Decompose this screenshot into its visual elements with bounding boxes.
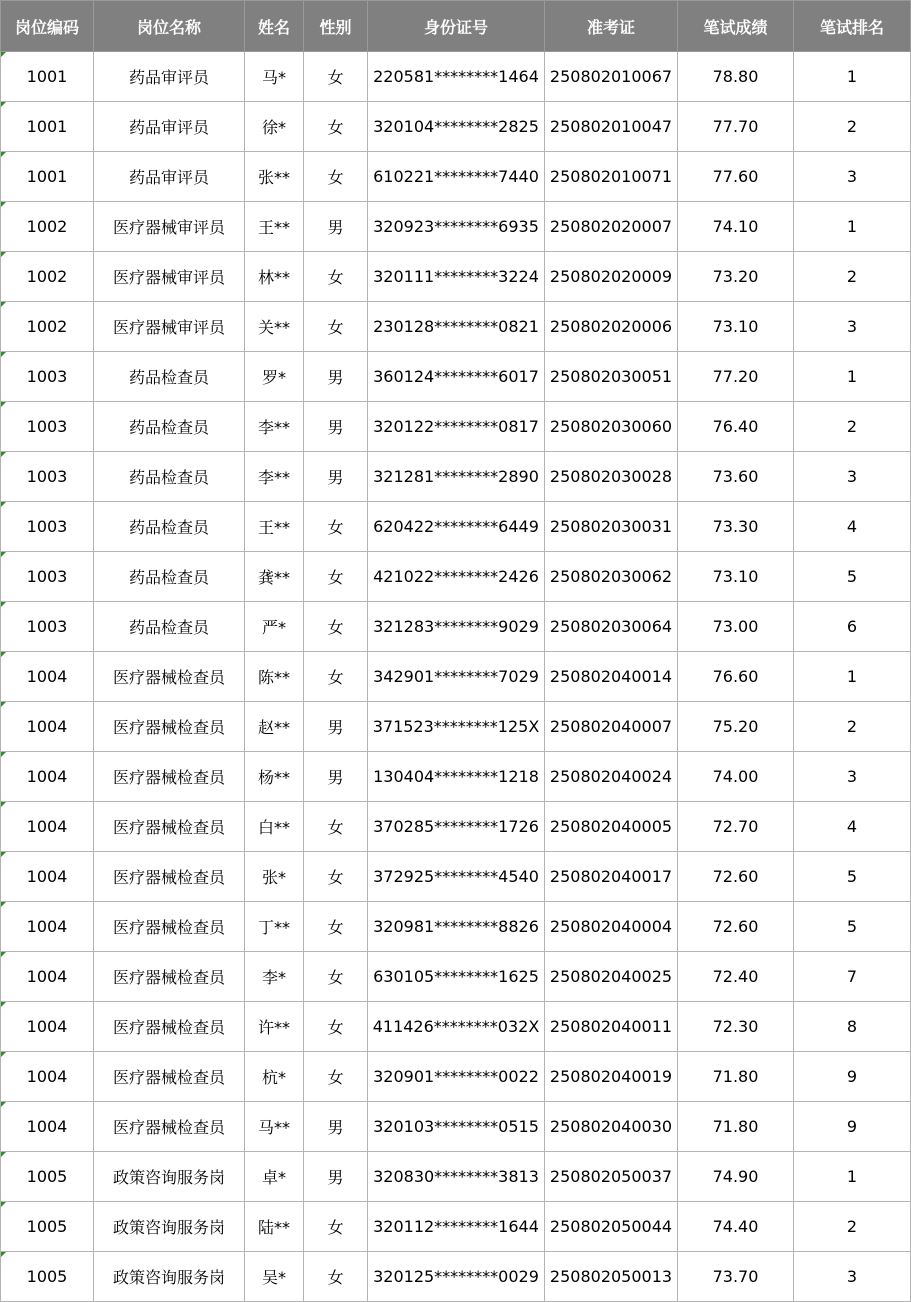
table-row xyxy=(1,552,911,602)
cell-exam-ticket: 250802040025 xyxy=(545,952,678,1002)
table-row xyxy=(1,1202,911,1252)
cell-exam-ticket: 250802050013 xyxy=(545,1252,678,1302)
cell-id-number: 220581********1464 xyxy=(368,52,545,102)
table-row xyxy=(1,752,911,802)
cell-name: 白** xyxy=(245,802,304,852)
cell-rank: 2 xyxy=(794,102,911,152)
table-row xyxy=(1,802,911,852)
header-cell-gender: 性别 xyxy=(304,1,368,52)
cell-rank: 6 xyxy=(794,602,911,652)
cell-gender: 女 xyxy=(304,102,368,152)
cell-exam-ticket: 250802050044 xyxy=(545,1202,678,1252)
table-row xyxy=(1,702,911,752)
cell-position-code: 1004 xyxy=(1,852,94,902)
cell-position-name: 药品检查员 xyxy=(94,602,245,652)
cell-score: 71.80 xyxy=(678,1102,794,1152)
cell-rank: 3 xyxy=(794,452,911,502)
cell-rank: 7 xyxy=(794,952,911,1002)
cell-exam-ticket: 250802040005 xyxy=(545,802,678,852)
cell-position-name: 医疗器械检查员 xyxy=(94,952,245,1002)
cell-score: 72.30 xyxy=(678,1002,794,1052)
cell-name: 许** xyxy=(245,1002,304,1052)
cell-position-code: 1004 xyxy=(1,702,94,752)
table-row xyxy=(1,102,911,152)
cell-name: 吴* xyxy=(245,1252,304,1302)
cell-name: 杨** xyxy=(245,752,304,802)
cell-gender: 女 xyxy=(304,302,368,352)
cell-gender: 女 xyxy=(304,1002,368,1052)
table-row xyxy=(1,252,911,302)
cell-rank: 2 xyxy=(794,1202,911,1252)
cell-gender: 女 xyxy=(304,1202,368,1252)
cell-position-code: 1002 xyxy=(1,202,94,252)
table-row xyxy=(1,1152,911,1202)
cell-exam-ticket: 250802030062 xyxy=(545,552,678,602)
table-row xyxy=(1,1252,911,1302)
cell-rank: 2 xyxy=(794,702,911,752)
cell-position-name: 药品检查员 xyxy=(94,352,245,402)
cell-name: 卓* xyxy=(245,1152,304,1202)
cell-score: 77.20 xyxy=(678,352,794,402)
cell-score: 73.10 xyxy=(678,302,794,352)
cell-id-number: 620422********6449 xyxy=(368,502,545,552)
cell-gender: 女 xyxy=(304,852,368,902)
cell-exam-ticket: 250802040011 xyxy=(545,1002,678,1052)
cell-position-name: 医疗器械检查员 xyxy=(94,852,245,902)
cell-exam-ticket: 250802050037 xyxy=(545,1152,678,1202)
cell-name: 王** xyxy=(245,202,304,252)
cell-id-number: 321281********2890 xyxy=(368,452,545,502)
table-row xyxy=(1,602,911,652)
cell-gender: 男 xyxy=(304,202,368,252)
cell-name: 龚** xyxy=(245,552,304,602)
cell-rank: 1 xyxy=(794,1152,911,1202)
cell-position-code: 1004 xyxy=(1,1002,94,1052)
cell-gender: 男 xyxy=(304,452,368,502)
cell-score: 77.70 xyxy=(678,102,794,152)
cell-position-name: 医疗器械检查员 xyxy=(94,1052,245,1102)
cell-gender: 女 xyxy=(304,1252,368,1302)
header-cell-position-code: 岗位编码 xyxy=(1,1,94,52)
cell-name: 张* xyxy=(245,852,304,902)
cell-gender: 男 xyxy=(304,1102,368,1152)
header-cell-rank: 笔试排名 xyxy=(794,1,911,52)
cell-rank: 5 xyxy=(794,852,911,902)
cell-name: 王** xyxy=(245,502,304,552)
cell-score: 74.40 xyxy=(678,1202,794,1252)
cell-score: 77.60 xyxy=(678,152,794,202)
cell-score: 78.80 xyxy=(678,52,794,102)
cell-gender: 男 xyxy=(304,702,368,752)
cell-rank: 1 xyxy=(794,52,911,102)
cell-id-number: 320104********2825 xyxy=(368,102,545,152)
table-body xyxy=(1,52,911,1302)
table-row xyxy=(1,202,911,252)
cell-position-code: 1005 xyxy=(1,1152,94,1202)
cell-name: 马** xyxy=(245,1102,304,1152)
cell-id-number: 320981********8826 xyxy=(368,902,545,952)
cell-name: 赵** xyxy=(245,702,304,752)
cell-position-code: 1003 xyxy=(1,452,94,502)
cell-gender: 男 xyxy=(304,402,368,452)
cell-id-number: 610221********7440 xyxy=(368,152,545,202)
table-row xyxy=(1,452,911,502)
table-row xyxy=(1,52,911,102)
cell-position-code: 1003 xyxy=(1,552,94,602)
cell-gender: 女 xyxy=(304,602,368,652)
cell-exam-ticket: 250802040030 xyxy=(545,1102,678,1152)
cell-gender: 女 xyxy=(304,502,368,552)
cell-exam-ticket: 250802030060 xyxy=(545,402,678,452)
cell-exam-ticket: 250802030051 xyxy=(545,352,678,402)
cell-rank: 2 xyxy=(794,252,911,302)
cell-id-number: 320125********0029 xyxy=(368,1252,545,1302)
cell-score: 72.60 xyxy=(678,852,794,902)
cell-position-code: 1004 xyxy=(1,1052,94,1102)
cell-rank: 9 xyxy=(794,1102,911,1152)
cell-rank: 5 xyxy=(794,902,911,952)
cell-score: 71.80 xyxy=(678,1052,794,1102)
cell-position-name: 药品检查员 xyxy=(94,502,245,552)
cell-name: 陆** xyxy=(245,1202,304,1252)
cell-id-number: 371523********125X xyxy=(368,702,545,752)
cell-name: 张** xyxy=(245,152,304,202)
header-cell-score: 笔试成绩 xyxy=(678,1,794,52)
cell-gender: 男 xyxy=(304,752,368,802)
cell-score: 74.90 xyxy=(678,1152,794,1202)
cell-rank: 2 xyxy=(794,402,911,452)
table-row xyxy=(1,952,911,1002)
cell-position-name: 政策咨询服务岗 xyxy=(94,1152,245,1202)
cell-rank: 1 xyxy=(794,352,911,402)
cell-id-number: 321283********9029 xyxy=(368,602,545,652)
cell-id-number: 421022********2426 xyxy=(368,552,545,602)
cell-score: 73.20 xyxy=(678,252,794,302)
cell-position-name: 政策咨询服务岗 xyxy=(94,1252,245,1302)
cell-exam-ticket: 250802040017 xyxy=(545,852,678,902)
cell-position-name: 医疗器械审评员 xyxy=(94,252,245,302)
cell-rank: 8 xyxy=(794,1002,911,1052)
cell-position-name: 医疗器械检查员 xyxy=(94,1102,245,1152)
cell-score: 73.60 xyxy=(678,452,794,502)
cell-position-name: 医疗器械检查员 xyxy=(94,702,245,752)
cell-rank: 3 xyxy=(794,752,911,802)
cell-exam-ticket: 250802040019 xyxy=(545,1052,678,1102)
cell-position-name: 医疗器械检查员 xyxy=(94,1002,245,1052)
cell-name: 丁** xyxy=(245,902,304,952)
cell-rank: 4 xyxy=(794,502,911,552)
table-row xyxy=(1,1102,911,1152)
cell-position-code: 1002 xyxy=(1,252,94,302)
cell-id-number: 411426********032X xyxy=(368,1002,545,1052)
cell-exam-ticket: 250802030064 xyxy=(545,602,678,652)
cell-rank: 3 xyxy=(794,302,911,352)
cell-exam-ticket: 250802010047 xyxy=(545,102,678,152)
cell-rank: 1 xyxy=(794,652,911,702)
cell-position-name: 政策咨询服务岗 xyxy=(94,1202,245,1252)
cell-position-name: 药品检查员 xyxy=(94,452,245,502)
cell-exam-ticket: 250802030031 xyxy=(545,502,678,552)
cell-rank: 5 xyxy=(794,552,911,602)
cell-position-code: 1004 xyxy=(1,802,94,852)
cell-id-number: 320112********1644 xyxy=(368,1202,545,1252)
table-row xyxy=(1,1002,911,1052)
cell-position-name: 药品审评员 xyxy=(94,102,245,152)
cell-exam-ticket: 250802020009 xyxy=(545,252,678,302)
cell-exam-ticket: 250802040007 xyxy=(545,702,678,752)
cell-id-number: 372925********4540 xyxy=(368,852,545,902)
cell-id-number: 320901********0022 xyxy=(368,1052,545,1102)
cell-gender: 女 xyxy=(304,52,368,102)
header-cell-exam-ticket: 准考证 xyxy=(545,1,678,52)
cell-position-code: 1004 xyxy=(1,902,94,952)
cell-name: 陈** xyxy=(245,652,304,702)
cell-position-code: 1004 xyxy=(1,652,94,702)
cell-position-name: 医疗器械检查员 xyxy=(94,752,245,802)
header-cell-id-number: 身份证号 xyxy=(368,1,545,52)
cell-score: 73.70 xyxy=(678,1252,794,1302)
cell-id-number: 230128********0821 xyxy=(368,302,545,352)
cell-name: 马* xyxy=(245,52,304,102)
cell-id-number: 360124********6017 xyxy=(368,352,545,402)
cell-rank: 1 xyxy=(794,202,911,252)
cell-position-name: 医疗器械检查员 xyxy=(94,652,245,702)
cell-position-name: 医疗器械检查员 xyxy=(94,902,245,952)
cell-name: 林** xyxy=(245,252,304,302)
cell-position-code: 1003 xyxy=(1,402,94,452)
table-row xyxy=(1,352,911,402)
cell-gender: 女 xyxy=(304,1052,368,1102)
cell-id-number: 320830********3813 xyxy=(368,1152,545,1202)
cell-id-number: 630105********1625 xyxy=(368,952,545,1002)
cell-position-code: 1001 xyxy=(1,52,94,102)
cell-id-number: 370285********1726 xyxy=(368,802,545,852)
cell-position-code: 1003 xyxy=(1,502,94,552)
cell-rank: 9 xyxy=(794,1052,911,1102)
cell-id-number: 320923********6935 xyxy=(368,202,545,252)
cell-position-code: 1001 xyxy=(1,102,94,152)
table-row xyxy=(1,302,911,352)
cell-score: 76.40 xyxy=(678,402,794,452)
cell-position-code: 1005 xyxy=(1,1252,94,1302)
header-cell-position-name: 岗位名称 xyxy=(94,1,245,52)
cell-rank: 3 xyxy=(794,1252,911,1302)
cell-id-number: 320103********0515 xyxy=(368,1102,545,1152)
table-row xyxy=(1,152,911,202)
cell-id-number: 342901********7029 xyxy=(368,652,545,702)
cell-name: 李** xyxy=(245,452,304,502)
cell-position-code: 1005 xyxy=(1,1202,94,1252)
table-row xyxy=(1,502,911,552)
cell-gender: 男 xyxy=(304,352,368,402)
table-row xyxy=(1,402,911,452)
cell-name: 李** xyxy=(245,402,304,452)
cell-score: 72.70 xyxy=(678,802,794,852)
cell-exam-ticket: 250802020006 xyxy=(545,302,678,352)
cell-score: 72.40 xyxy=(678,952,794,1002)
table-row xyxy=(1,902,911,952)
header-cell-name: 姓名 xyxy=(245,1,304,52)
cell-position-code: 1004 xyxy=(1,952,94,1002)
cell-gender: 女 xyxy=(304,252,368,302)
cell-score: 72.60 xyxy=(678,902,794,952)
table-row xyxy=(1,652,911,702)
cell-position-name: 药品检查员 xyxy=(94,402,245,452)
cell-exam-ticket: 250802040014 xyxy=(545,652,678,702)
cell-gender: 女 xyxy=(304,902,368,952)
cell-gender: 男 xyxy=(304,1152,368,1202)
cell-exam-ticket: 250802040024 xyxy=(545,752,678,802)
table-row xyxy=(1,852,911,902)
cell-gender: 女 xyxy=(304,152,368,202)
cell-score: 76.60 xyxy=(678,652,794,702)
cell-id-number: 320111********3224 xyxy=(368,252,545,302)
cell-score: 73.10 xyxy=(678,552,794,602)
cell-gender: 女 xyxy=(304,802,368,852)
cell-score: 75.20 xyxy=(678,702,794,752)
cell-score: 74.00 xyxy=(678,752,794,802)
cell-position-code: 1003 xyxy=(1,602,94,652)
cell-exam-ticket: 250802010067 xyxy=(545,52,678,102)
cell-exam-ticket: 250802030028 xyxy=(545,452,678,502)
cell-gender: 女 xyxy=(304,552,368,602)
cell-position-code: 1001 xyxy=(1,152,94,202)
cell-position-name: 药品检查员 xyxy=(94,552,245,602)
cell-name: 关** xyxy=(245,302,304,352)
cell-position-code: 1004 xyxy=(1,1102,94,1152)
cell-gender: 女 xyxy=(304,652,368,702)
cell-position-name: 医疗器械检查员 xyxy=(94,802,245,852)
cell-exam-ticket: 250802020007 xyxy=(545,202,678,252)
cell-name: 严* xyxy=(245,602,304,652)
cell-position-name: 药品审评员 xyxy=(94,152,245,202)
cell-position-name: 医疗器械审评员 xyxy=(94,202,245,252)
cell-position-name: 药品审评员 xyxy=(94,52,245,102)
cell-name: 徐* xyxy=(245,102,304,152)
table-row xyxy=(1,1052,911,1102)
cell-id-number: 130404********1218 xyxy=(368,752,545,802)
cell-name: 罗* xyxy=(245,352,304,402)
cell-id-number: 320122********0817 xyxy=(368,402,545,452)
cell-position-code: 1003 xyxy=(1,352,94,402)
cell-exam-ticket: 250802010071 xyxy=(545,152,678,202)
cell-position-name: 医疗器械审评员 xyxy=(94,302,245,352)
cell-score: 74.10 xyxy=(678,202,794,252)
cell-rank: 4 xyxy=(794,802,911,852)
cell-score: 73.30 xyxy=(678,502,794,552)
cell-name: 杭* xyxy=(245,1052,304,1102)
cell-score: 73.00 xyxy=(678,602,794,652)
cell-rank: 3 xyxy=(794,152,911,202)
header-row xyxy=(1,1,911,52)
cell-gender: 女 xyxy=(304,952,368,1002)
cell-position-code: 1004 xyxy=(1,752,94,802)
cell-exam-ticket: 250802040004 xyxy=(545,902,678,952)
cell-name: 李* xyxy=(245,952,304,1002)
cell-position-code: 1002 xyxy=(1,302,94,352)
